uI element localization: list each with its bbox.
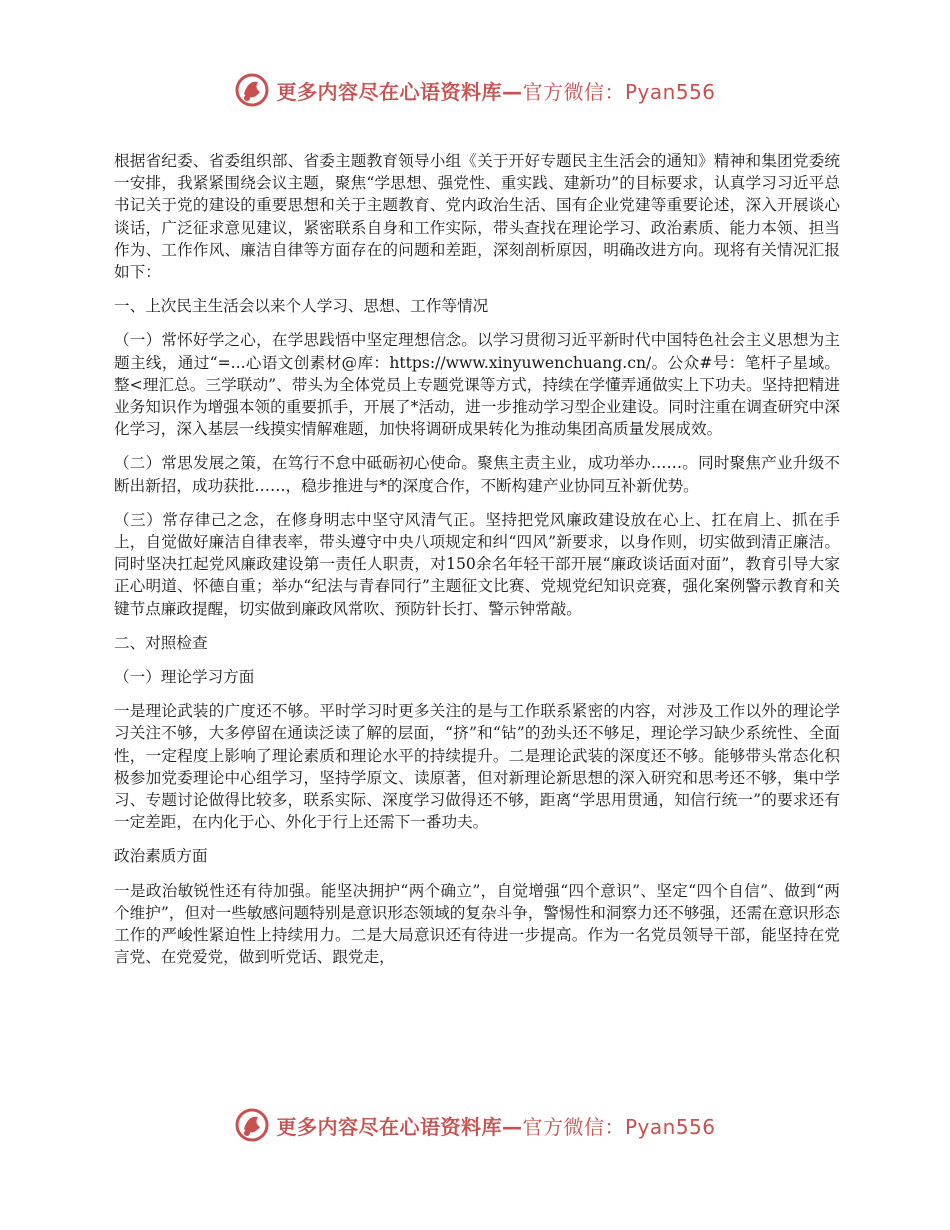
header-watermark-banner xyxy=(0,68,950,112)
banner-wechat-id: Pyan556 xyxy=(624,1114,716,1139)
paragraph-theory: 一是理论武装的广度还不够。平时学习时更多关注的是与工作联系紧密的内容，对涉及工作以外的理论学习关注不够，大多停留在通读泛读了解的层面，“挤”和“钻”的劲头还不够足，理论学习缺少系统性、全面性，一定程度上影响了理论素质和理论水平的持续提升。二是理论武装的深度还不够。能够带头常态化积极参加党委理论中心组学习，坚持学原文、读原著，但对新理论新思想的深入研究和思考还不够，集中学习、专题讨论做得比较多，联系实际、深度学习做得还不够，距离“学思用贯通，知信行统一”的要求还有一定差距，在内化于心、外化于行上还需下一番功夫。 xyxy=(114,702,840,832)
subsection-heading-politics: 政治素质方面 xyxy=(114,847,208,866)
paragraph-study: （一）常怀好学之心，在学思践悟中坚定理想信念。以学习贯彻习近平新时代中国特色社会主义思想为主题主线，通过“=...心语文创素材@库：https://www.xinyuwenchuang.cn/。公众#号：笔杆子星域。整<理汇总。三学联动”、带头为全体党员上专题党课等方式，持续在学懂弄通做实上下功夫。坚持把精进业务知识作为增强本领的重要抓手，开展了*活动，进一步推动学习型企业建设。同时注重在调查研究中深化学习，深入基层一线摸实情解难题，加快将调研成果转化为推动集团高质量发展成效。 xyxy=(114,331,840,439)
paragraph-development: （二）常思发展之策，在笃行不怠中砥砺初心使命。聚焦主责主业，成功举办……。同时聚焦产业升级不断出新招，成功获批……，稳步推进与*的深度合作，不断构建产业协同互补新优势。 xyxy=(114,454,840,495)
document-body xyxy=(114,150,840,981)
paragraph-integrity: （三）常存律己之念，在修身明志中坚守风清气正。坚持把党风廉政建设放在心上、扛在肩上、抓在手上，自觉做好廉洁自律表率，带头遵守中央八项规定和纠“四风”新要求，以身作则，切实做到清正廉洁。同时坚决扛起党风廉政建设第一责任人职责，对150余名年轻干部开展“廉政谈话面对面”，教育引导大家正心明道、怀德自重；举办“纪法与青春同行”主题征文比赛、党规党纪知识竞赛，强化案例警示教育和关键节点廉政提醒，切实做到廉政风常吹、预防针长打、警示钟常敲。 xyxy=(114,510,840,618)
banner-title: 更多内容尽在心语资料库 xyxy=(276,79,502,104)
intro-paragraph: 根据省纪委、省委组织部、省委主题教育领导小组《关于开好专题民主生活会的通知》精神和集团党委统一安排，我紧紧围绕会议主题，聚焦“学思想、强党性、重实践、建新功”的目标要求，认真学习习近平总书记关于党的建设的重要思想和关于主题教育、党内政治生活、国有企业党建等重要论述，深入开展谈心谈话，广泛征求意见建议，紧密联系自身和工作实际，带头查找在理论学习、政治素质、能力本领、担当作为、工作作风、廉洁自律等方面存在的问题和差距，深刻剖析原因，明确改进方向。现将有关情况汇报如下： xyxy=(114,152,840,282)
banner-wechat-label: 官方微信： xyxy=(522,1114,625,1139)
footer-watermark-banner xyxy=(0,1103,950,1147)
banner-dash: — xyxy=(501,79,523,104)
banner-wechat-id: Pyan556 xyxy=(624,79,716,104)
banner-title: 更多内容尽在心语资料库 xyxy=(276,1114,502,1139)
section-heading-1: 一、上次民主生活会以来个人学习、思想、工作等情况 xyxy=(114,297,489,316)
paragraph-politics: 一是政治敏锐性还有待加强。能坚决拥护“两个确立”，自觉增强“四个意识”、坚定“四个自信”、做到“两个维护”，但对一些敏感问题特别是意识形态领域的复杂斗争，警惕性和洞察力还不够强，还需在意识形态工作的严峻性紧迫性上持续用力。二是大局意识还有待进一步提高。作为一名党员领导干部，能坚持在党言党、在党爱党，做到听党话、跟党走， xyxy=(114,881,840,967)
banner-wechat-label: 官方微信： xyxy=(522,79,625,104)
subsection-heading-theory: （一）理论学习方面 xyxy=(114,668,255,687)
section-heading-2: 二、对照检查 xyxy=(114,633,208,652)
banner-dash: — xyxy=(501,1114,523,1139)
xinyu-logo-icon xyxy=(234,72,270,108)
xinyu-logo-icon xyxy=(234,1107,270,1143)
